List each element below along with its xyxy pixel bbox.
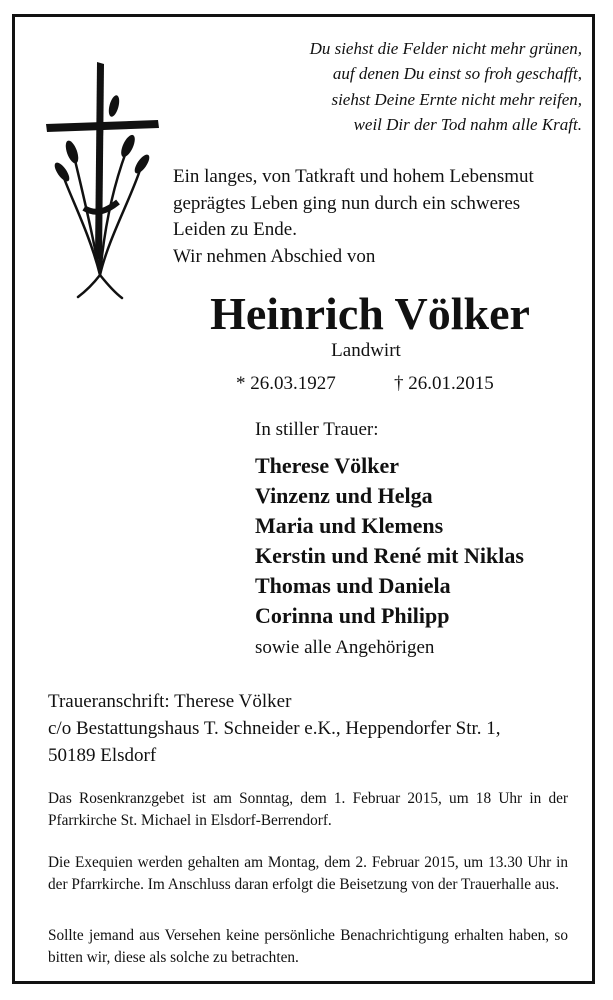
address-line: Traueranschrift: Therese Völker xyxy=(48,691,292,712)
birth-date: * 26.03.1927 xyxy=(236,373,336,394)
poem xyxy=(262,36,582,137)
mourners-list xyxy=(255,451,524,631)
deceased-name: Heinrich Völker xyxy=(210,288,530,339)
intro-text xyxy=(173,164,578,270)
intro-line: Leiden zu Ende. xyxy=(173,219,297,240)
intro-line: Ein langes, von Tatkraft und hohem Lebensmut xyxy=(173,166,534,187)
notification-notice: Sollte jemand aus Versehen keine persönliche Benachrichtigung erhalten haben, so bitten wir, diese als solche zu betrachten. xyxy=(48,927,568,966)
poem-line: auf denen Du einst so froh geschafft, xyxy=(332,64,582,84)
mourner: Maria und Klemens xyxy=(255,513,444,538)
mourner: Thomas und Daniela xyxy=(255,573,451,598)
mourner: Vinzenz und Helga xyxy=(255,483,433,508)
mourner: Kerstin und René mit Niklas xyxy=(255,543,524,568)
mourner: Corinna und Philipp xyxy=(255,603,450,628)
poem-line: siehst Deine Ernte nicht mehr reifen, xyxy=(331,89,582,109)
address-line: 50189 Elsdorf xyxy=(48,745,157,766)
relatives-line: sowie alle Angehörigen xyxy=(255,637,435,658)
life-dates xyxy=(236,371,526,397)
death-date: † 26.01.2015 xyxy=(394,373,494,394)
rosary-notice: Das Rosenkranzgebet ist am Sonntag, dem 1. Februar 2015, um 18 Uhr in der Pfarrkirche St. Michael in Elsdorf-Berrendorf. xyxy=(48,790,568,829)
poem-line: Du siehst die Felder nicht mehr grünen, xyxy=(309,39,582,58)
intro-line: Wir nehmen Abschied von xyxy=(173,245,376,267)
poem-line: weil Dir der Tod nahm alle Kraft. xyxy=(353,114,582,134)
mourning-address xyxy=(48,688,588,769)
mourner: Therese Völker xyxy=(255,453,399,478)
intro-line: geprägtes Leben ging nun durch ein schweres xyxy=(173,192,521,214)
deceased-occupation: Landwirt xyxy=(331,340,401,361)
funeral-notice: Die Exequien werden gehalten am Montag, dem 2. Februar 2015, um 13.30 Uhr in der Pfarrkirche. Im Anschluss daran erfolgt die Beisetzung von der Trauerhalle aus. xyxy=(48,854,568,893)
cross-with-wheat-icon xyxy=(42,60,162,300)
address-line: c/o Bestattungshaus T. Schneider e.K., Heppendorfer Str. 1, xyxy=(48,718,501,739)
mourning-intro: In stiller Trauer: xyxy=(255,419,379,440)
